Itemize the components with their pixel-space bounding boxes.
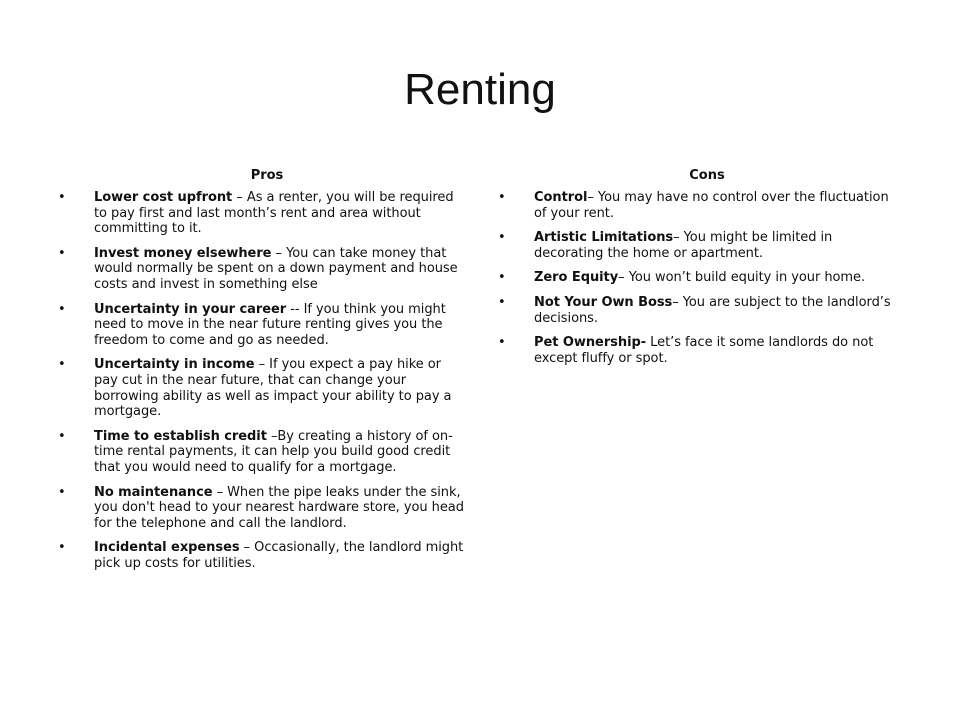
- item-term: Invest money elsewhere: [94, 245, 272, 261]
- item-term: Artistic Limitations: [534, 230, 674, 246]
- bullet-icon: •: [58, 484, 66, 500]
- item-text: – You may have no control over the fluctuation of your rent.: [534, 190, 889, 221]
- list-item: [496, 190, 904, 221]
- pros-column: [56, 168, 464, 580]
- list-item: [56, 190, 464, 237]
- item-text: – As a renter, you will be required to pay first and last month’s rent and area without committing to it.: [94, 190, 454, 237]
- bullet-icon: •: [58, 190, 66, 205]
- list-item: [56, 246, 464, 293]
- item-term: Not Your Own Boss: [534, 294, 673, 310]
- item-term: Lower cost upfront: [94, 190, 233, 205]
- slide-title: Renting: [404, 65, 556, 114]
- list-item: [496, 270, 904, 286]
- pros-heading: Pros: [250, 168, 284, 183]
- item-text: – Occasionally, the landlord might pick up costs for utilities.: [94, 540, 464, 571]
- item-text: Let’s face it some landlords do not except fluffy or spot.: [534, 335, 874, 366]
- item-term: Incidental expenses: [94, 540, 240, 556]
- item-text: – When the pipe leaks under the sink, you don't head to your nearest hardware store, you head for the telephone and call the landlord.: [94, 484, 464, 531]
- item-text: – If you expect a pay hike or pay cut in the near future, that can change your borrowing ability as well as impact your ability to pay a mortgage.: [94, 357, 452, 420]
- item-term: Uncertainty in income: [94, 357, 255, 373]
- bullet-icon: •: [58, 540, 66, 556]
- item-text: -- If you think you might need to move in the near future renting gives you the freedom to come and go as needed.: [94, 301, 446, 348]
- cons-list: [496, 190, 904, 366]
- list-item: [56, 540, 464, 571]
- list-item: [496, 230, 904, 261]
- list-item: [56, 357, 464, 419]
- item-term: Zero Equity: [534, 270, 619, 286]
- bullet-icon: •: [498, 230, 506, 246]
- bullet-icon: •: [498, 190, 506, 205]
- item-term: Time to establish credit: [94, 428, 267, 444]
- list-item: [56, 485, 464, 532]
- list-item: [56, 302, 464, 349]
- item-term: Uncertainty in your career: [94, 301, 287, 317]
- item-term: No maintenance: [94, 484, 213, 500]
- pros-list: [56, 190, 464, 571]
- item-term: Control: [534, 190, 588, 205]
- bullet-icon: •: [58, 245, 66, 261]
- list-item: [56, 429, 464, 476]
- bullet-icon: •: [498, 270, 506, 286]
- bullet-icon: •: [58, 357, 66, 373]
- item-text: –By creating a history of on-time rental payments, it can help you build good credit that you would need to qualify for a mortgage.: [94, 428, 453, 475]
- item-term: Pet Ownership-: [534, 335, 647, 351]
- item-text: – You can take money that would normally be spent on a down payment and house costs and invest in something else: [94, 245, 458, 292]
- cons-heading: Cons: [689, 168, 725, 183]
- item-text: – You won’t build equity in your home.: [618, 270, 866, 286]
- list-item: [496, 295, 904, 326]
- bullet-icon: •: [498, 335, 506, 351]
- item-text: – You are subject to the landlord’s decisions.: [534, 294, 891, 326]
- item-text: – You might be limited in decorating the home or apartment.: [534, 230, 833, 261]
- bullet-icon: •: [498, 294, 506, 310]
- cons-column: [496, 168, 904, 375]
- bullet-icon: •: [58, 428, 66, 444]
- list-item: [496, 335, 904, 366]
- bullet-icon: •: [58, 301, 66, 317]
